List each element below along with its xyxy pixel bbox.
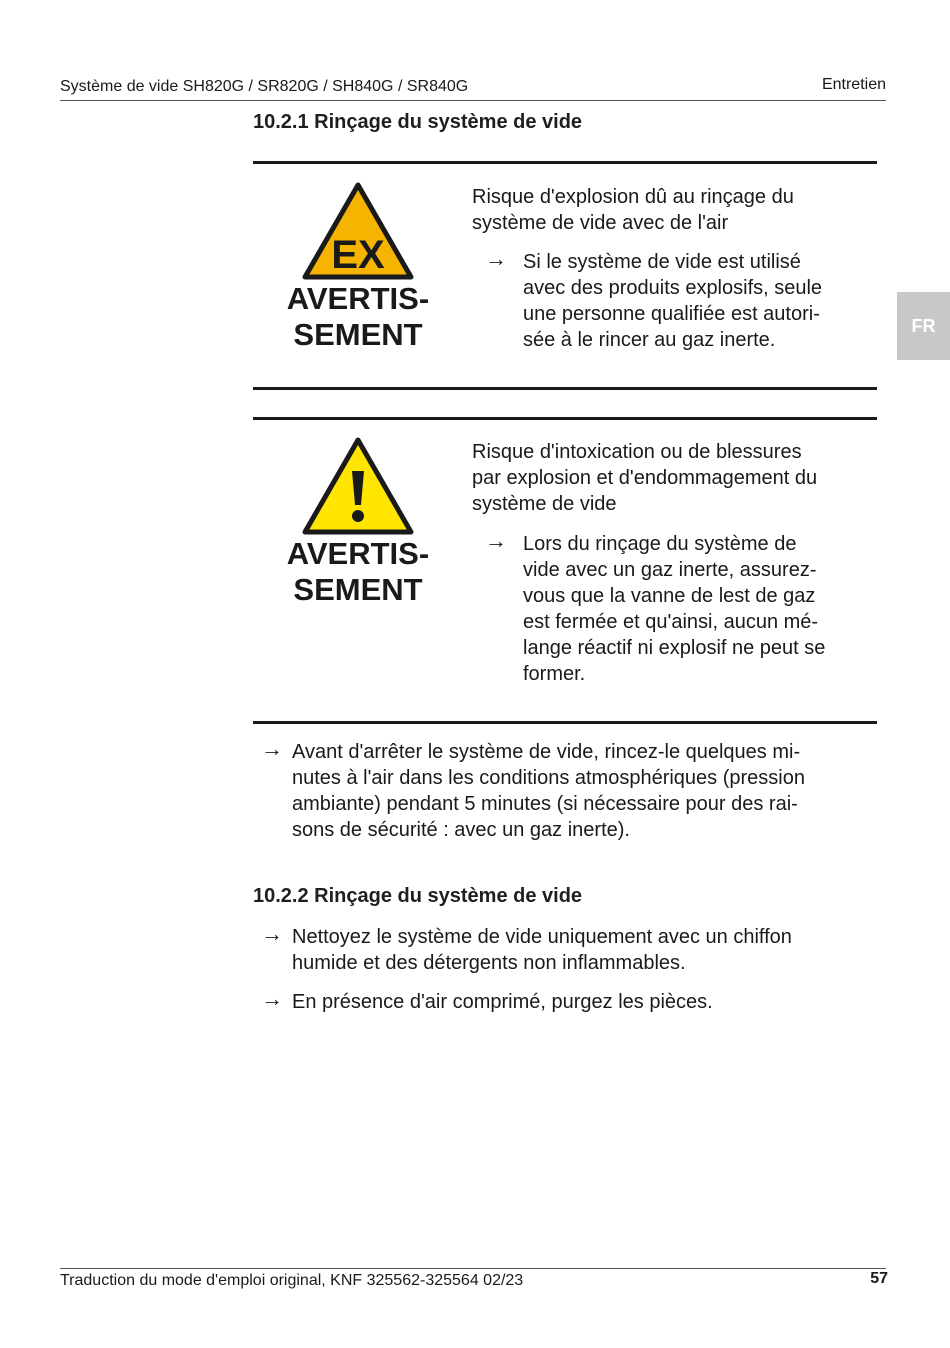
hazard-description xyxy=(472,184,794,236)
footer-rule xyxy=(60,1268,886,1269)
warning-top-rule xyxy=(253,161,877,164)
arrow-icon: → xyxy=(485,528,507,553)
action-line: lange réactif ni explosif ne peut se xyxy=(523,637,826,659)
step-line: humide et des détergents non inflammables. xyxy=(292,952,686,974)
instruction-step xyxy=(292,989,713,1015)
arrow-icon: → xyxy=(261,986,283,1011)
warning-label xyxy=(253,536,463,608)
page-number: 57 xyxy=(870,1270,888,1287)
hazard-line: par explosion et d'endommagement du xyxy=(472,467,818,489)
step-line: En présence d'air comprimé, purgez les pièces. xyxy=(292,991,713,1013)
section-title-10-2-1: 10.2.1 Rinçage du système de vide xyxy=(253,111,583,133)
step-line: sons de sécurité : avec un gaz inerte). xyxy=(292,819,630,841)
arrow-icon: → xyxy=(261,921,283,946)
action-line: avec des produits explosifs, seule xyxy=(523,277,823,299)
language-tab[interactable]: FR xyxy=(897,292,950,360)
safety-action xyxy=(523,531,825,687)
hazard-line: système de vide xyxy=(472,493,617,515)
instruction-step xyxy=(292,739,805,843)
header-rule xyxy=(60,100,886,101)
warning-bottom-rule xyxy=(253,387,877,390)
hazard-line: système de vide avec de l'air xyxy=(472,212,729,234)
safety-action xyxy=(523,249,822,353)
instruction-step xyxy=(292,924,792,976)
arrow-icon: → xyxy=(261,736,283,761)
action-line: Si le système de vide est utilisé xyxy=(523,251,801,273)
warning-label xyxy=(253,281,463,353)
warning-label-line2: SEMENT xyxy=(293,572,423,607)
action-line: former. xyxy=(523,663,586,685)
step-line: nutes à l'air dans les conditions atmosphériques (pression xyxy=(292,767,805,789)
header-document-title: Système de vide SH820G / SR820G / SH840G / SR840G xyxy=(60,78,469,95)
action-line: est fermée et qu'ainsi, aucun mé- xyxy=(523,611,819,633)
action-line: une personne qualifiée est autori- xyxy=(523,303,820,325)
action-line: Lors du rinçage du système de xyxy=(523,533,797,555)
action-line: vous que la vanne de lest de gaz xyxy=(523,585,816,607)
hazard-line: Risque d'intoxication ou de blessures xyxy=(472,441,802,463)
footer-text: Traduction du mode d'emploi original, KNF 325562-325564 02/23 xyxy=(60,1272,524,1289)
warning-label-line2: SEMENT xyxy=(293,317,423,352)
warning-label-line1: AVERTIS- xyxy=(286,281,430,316)
action-line: vide avec un gaz inerte, assurez- xyxy=(523,559,817,581)
warning-label-line1: AVERTIS- xyxy=(286,536,430,571)
warning-top-rule xyxy=(253,417,877,420)
hazard-line: Risque d'explosion dû au rinçage du xyxy=(472,186,794,208)
explosion-warning-icon xyxy=(302,182,414,280)
warning-bottom-rule xyxy=(253,721,877,724)
arrow-icon: → xyxy=(485,246,507,271)
header-chapter: Entretien xyxy=(821,76,886,93)
section-title-10-2-2: 10.2.2 Rinçage du système de vide xyxy=(253,885,583,907)
action-line: sée à le rincer au gaz inerte. xyxy=(523,329,776,351)
general-warning-icon xyxy=(302,437,414,535)
step-line: Avant d'arrêter le système de vide, rincez-le quelques mi- xyxy=(292,741,801,763)
hazard-description xyxy=(472,439,817,517)
step-line: ambiante) pendant 5 minutes (si nécessaire pour des rai- xyxy=(292,793,798,815)
step-line: Nettoyez le système de vide uniquement avec un chiffon xyxy=(292,926,792,948)
ex-symbol-text: EX xyxy=(331,233,385,277)
